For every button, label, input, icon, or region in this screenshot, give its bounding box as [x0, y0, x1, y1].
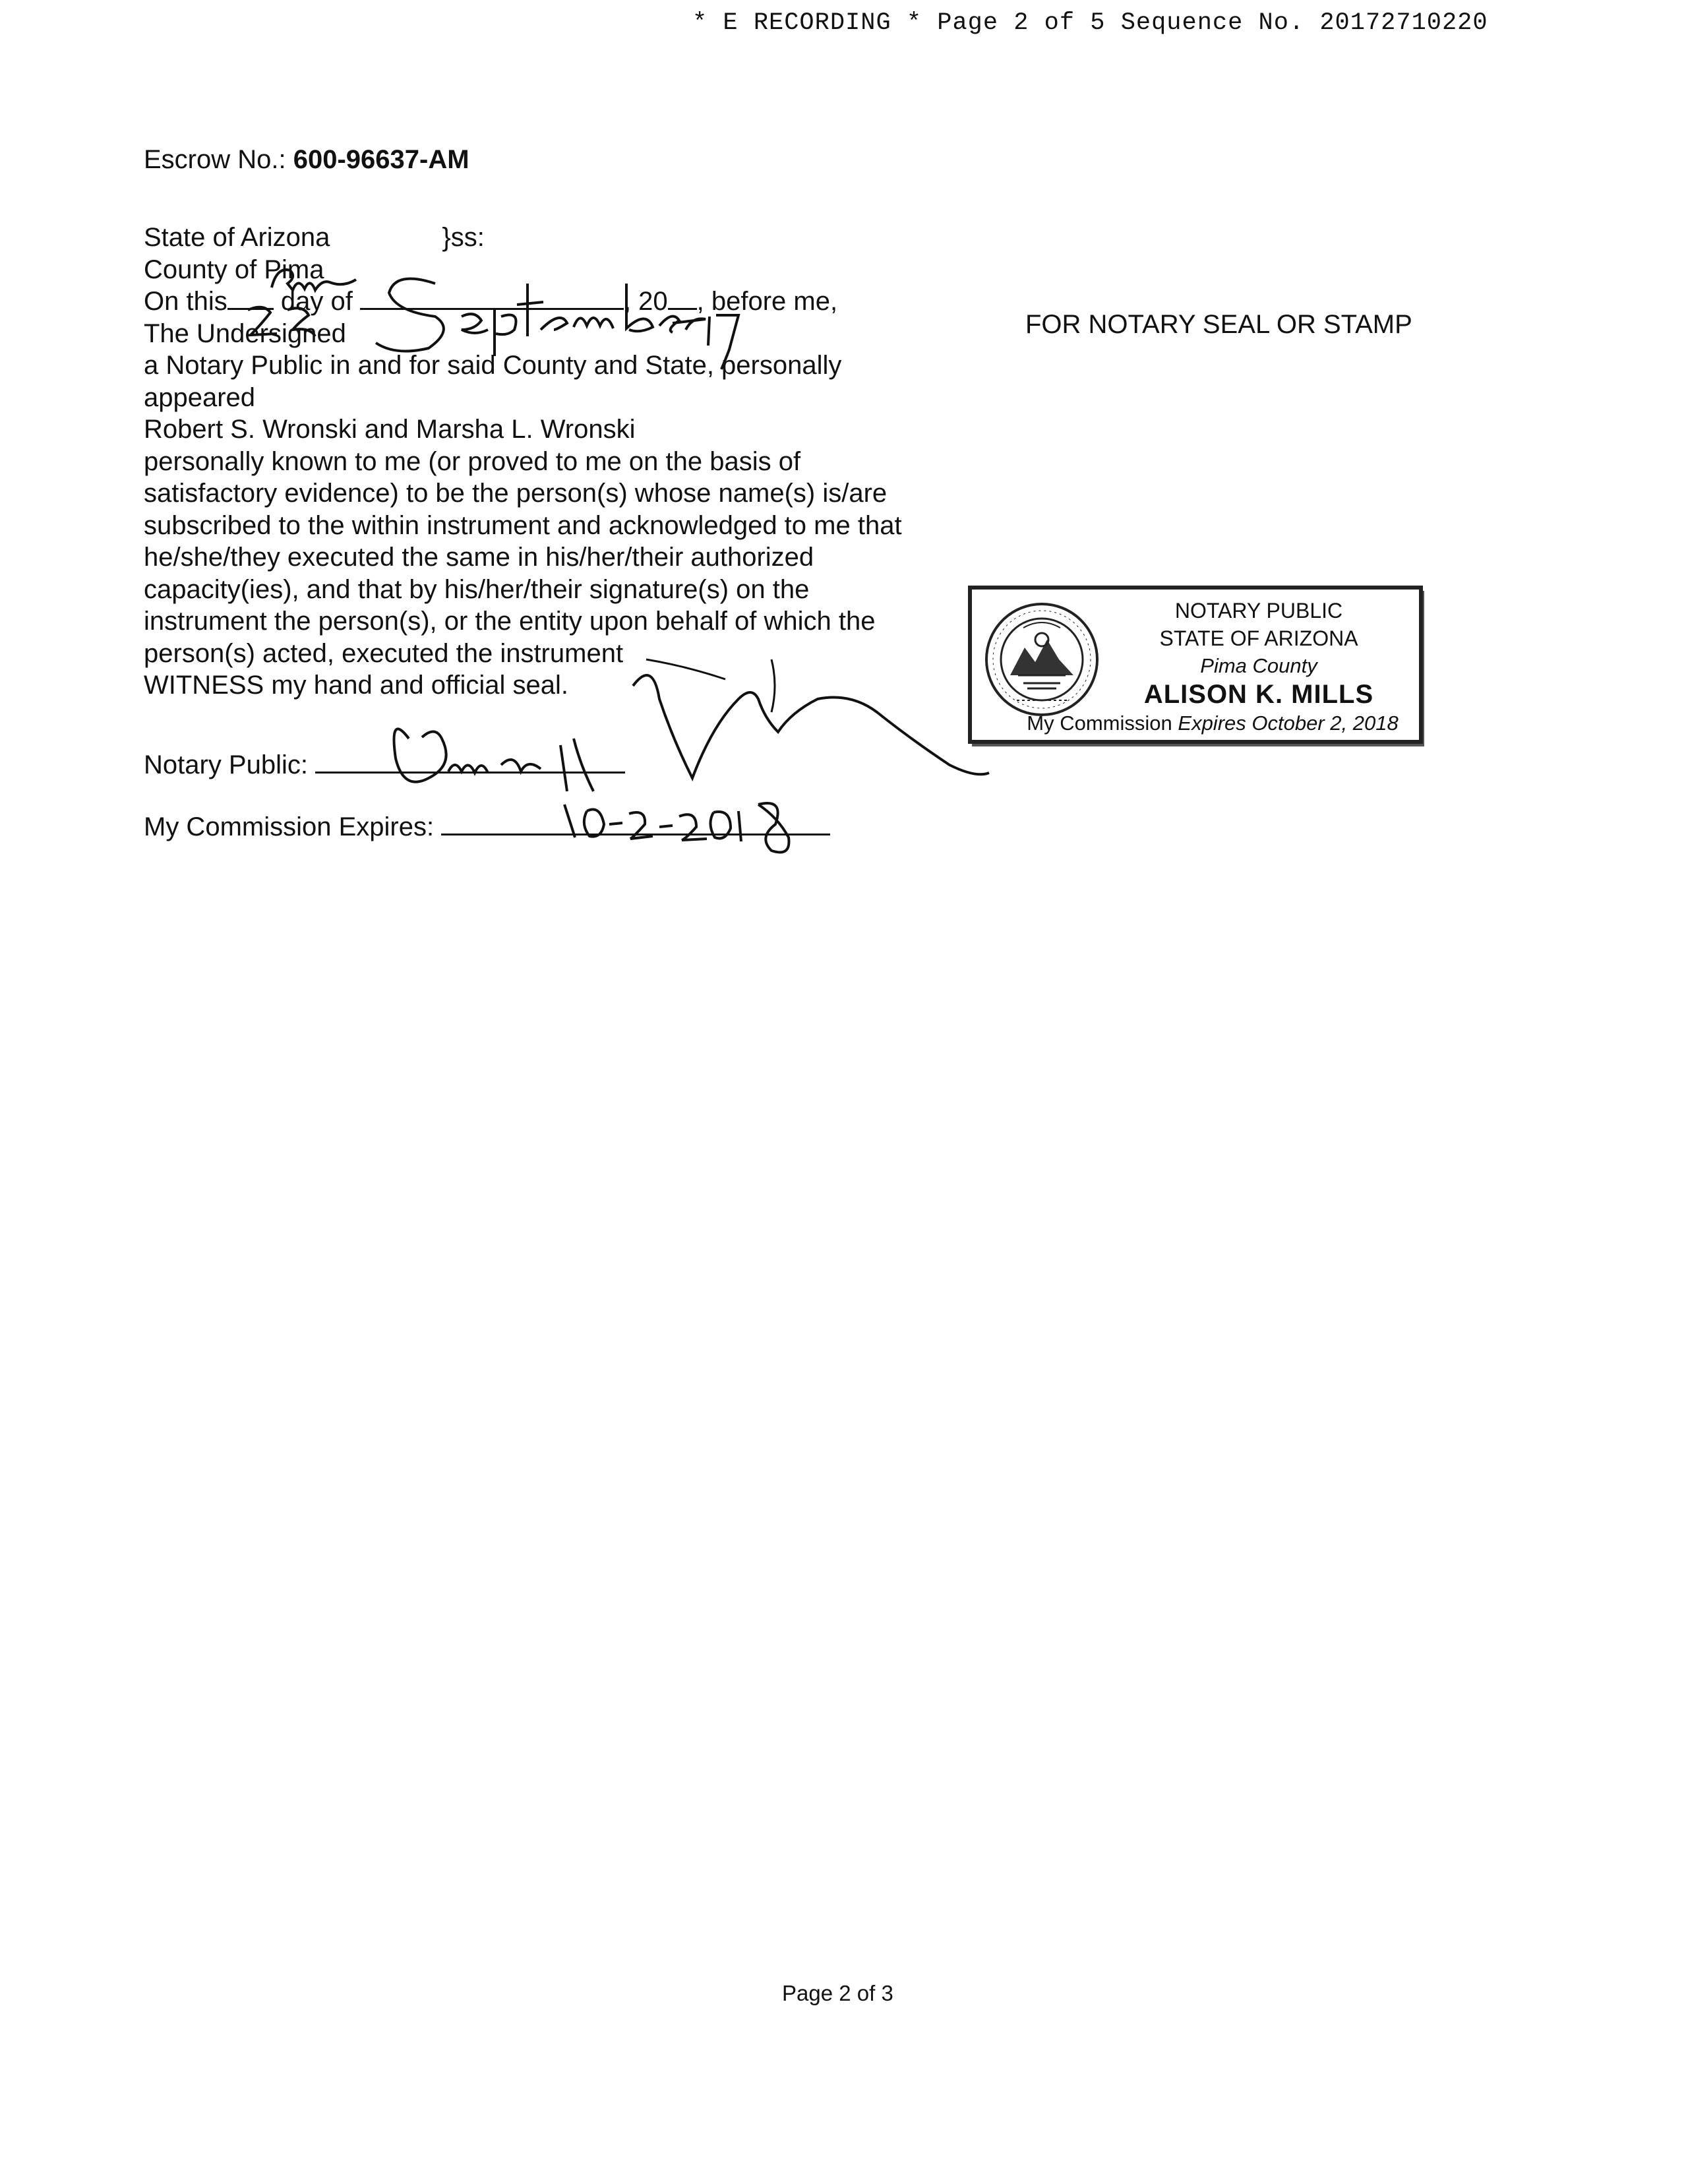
stamp-commission-expires: Expires October 2, 2018: [1178, 712, 1399, 735]
notary-signature-blank: [315, 749, 625, 774]
page-footer: Page 2 of 3: [782, 1981, 893, 2005]
expiration-blank: [441, 811, 830, 835]
notary-public-label: Notary Public:: [144, 750, 308, 779]
escrow-label: Escrow No.:: [144, 145, 286, 174]
ack-line: capacity(ies), and that by his/her/their signature(s) on the: [144, 574, 810, 604]
ack-line: Robert S. Wronski and Marsha L. Wronski: [144, 415, 636, 444]
escrow-number: 600-96637-AM: [293, 145, 469, 174]
ack-line: satisfactory evidence) to be the person(s) whose name(s) is/are: [144, 479, 888, 508]
stamp-county: Pima County: [1200, 654, 1317, 677]
date-line: [144, 286, 1001, 318]
officer-line: [144, 318, 1001, 350]
stamp-notary-name: ALISON K. MILLS: [1143, 680, 1374, 709]
day-of-text: day of: [280, 287, 353, 316]
commission-expires-line: [144, 811, 830, 842]
stamp-title: NOTARY PUBLIC: [1174, 599, 1343, 622]
recording-header: * E RECORDING * Page 2 of 5 Sequence No. 20172710220: [692, 9, 1488, 37]
venue-state-line: [144, 222, 1001, 254]
on-this-text: On this: [144, 287, 227, 316]
ack-line: instrument the person(s), or the entity upon behalf of which the: [144, 607, 876, 636]
year-prefix-text: , 20: [623, 287, 668, 316]
ack-line: subscribed to the within instrument and acknowledged to me that: [144, 510, 902, 540]
month-blank: [360, 286, 624, 310]
before-me-text: , before me,: [696, 287, 838, 316]
ack-line: WITNESS my hand and official seal.: [144, 671, 568, 700]
notary-public-line: [144, 749, 625, 780]
stamp-state: STATE OF ARIZONA: [1159, 626, 1358, 650]
ack-line: appeared: [144, 382, 256, 412]
venue-state: State of Arizona: [144, 223, 330, 252]
day-blank: [227, 286, 274, 310]
officer-name: The Undersigned: [144, 318, 346, 348]
stamp-commission-prefix: My Commission: [1027, 712, 1172, 735]
acknowledgment-block: [144, 222, 1001, 702]
seal-area-label: FOR NOTARY SEAL OR STAMP: [1025, 310, 1412, 339]
venue-county: County of Pima: [144, 255, 324, 284]
state-seal-icon: [984, 601, 1100, 717]
ack-line: he/she/they executed the same in his/her/their authorized: [144, 543, 814, 572]
ack-line: person(s) acted, executed the instrument: [144, 638, 624, 668]
commission-expires-label: My Commission Expires:: [144, 812, 435, 841]
ack-line: a Notary Public in and for said County and State, personally: [144, 351, 842, 380]
venue-ss: }ss:: [442, 223, 485, 252]
notary-stamp: [968, 586, 1423, 744]
venue-county-line: [144, 254, 1001, 286]
escrow-number-line: [144, 144, 469, 175]
year-blank: [668, 286, 697, 310]
stamp-commission-line: [1011, 712, 1414, 735]
ack-line: personally known to me (or proved to me on the basis of: [144, 446, 801, 476]
